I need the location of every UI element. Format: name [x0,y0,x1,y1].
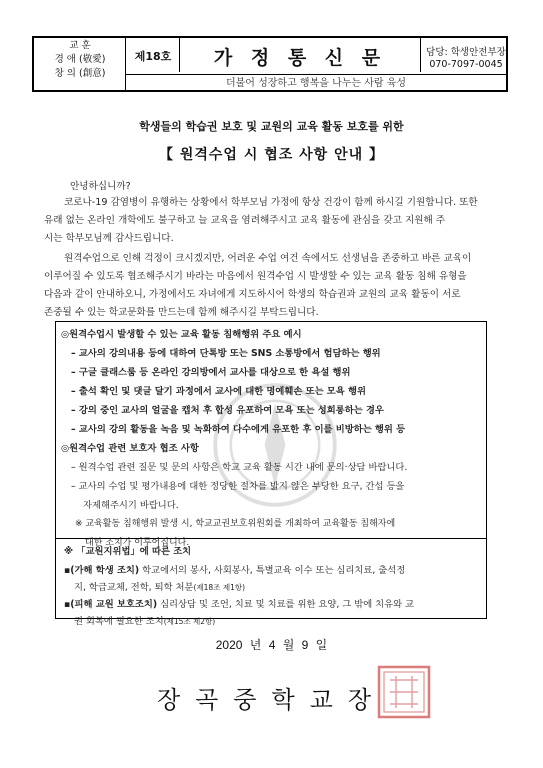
infringement-note: ※ 교육활동 침해행위 발생 시, 학교교권보호위원회를 개최하여 교육활동 침해자에 [75,519,396,529]
example-item: – 구글 클래스룸 등 온라인 강의방에서 교사를 대상으로 한 욕설 행위 [71,367,351,378]
student-measure-ref: (제18조 제1항) [193,583,246,592]
teacher-measure [64,596,480,613]
principal-signature: 장곡중학교장 [156,686,387,714]
school-motto-label: 교 훈 [69,40,91,51]
law-measures-box [55,539,487,627]
newsletter-title: 가 정 통 신 문 [213,46,387,69]
examples-heading: ◎원격수업시 발생할 수 있는 교육 활동 침해행위 주요 예시 [61,329,302,340]
issue-number: 제18호 [134,50,172,63]
cooperation-heading: ◎원격수업 관련 보호자 협조 사항 [61,443,199,454]
infringement-examples-box [55,321,487,548]
teacher-measure-continued [64,613,480,630]
school-motto-1: 경 애 (敬愛) [54,54,106,65]
example-item: – 교사의 강의내용 등에 대하여 단톡방 또는 SNS 소통방에서 험담하는 행위 [71,348,381,359]
greeting: 안녕하십니까? [70,181,131,192]
paragraph-1-line: 코로나-19 감염병이 유행하는 상황에서 학부모님 가정에 항상 건강이 함께 하시길 기원합니다. 또한 [64,197,478,208]
paragraph-2-line: 존중될 수 있는 학교문화를 만드는데 함께 해주시길 부탁드립니다. [44,307,319,318]
official-seal-icon [376,664,432,720]
cooperation-item: – 원격수업 관련 질문 및 문의 사항은 학교 교육 활동 시간 내에 문의·상담 바랍니다. [71,462,408,473]
teacher-measure-text: 심리상담 및 조언, 치료 및 치료를 위한 요양, 그 밖에 치유와 교 [157,599,415,610]
phone-number: 070-7097-0045 [429,59,503,70]
school-motto-2: 창 의 (創意) [54,68,106,79]
paragraph-2-line: 다음과 같이 안내하오니, 가정에서도 자녀에게 지도하시어 학생의 학습권과 교원의 교육 활동이 서로 [44,289,461,300]
cooperation-item: – 교사의 수업 및 평가내용에 대한 정당한 절차를 밟지 않은 부당한 요구, 간섭 등을 [71,481,405,492]
department-contact: 담당: 학생안전부장 [426,47,506,58]
paragraph-2 [44,250,512,322]
notice-subtitle: 학생들의 학습권 보호 및 교원의 교육 활동 보호를 위한 [139,120,404,133]
issue-date: 2020 년 4 월 9 일 [215,638,328,652]
example-item: – 교사의 강의 활동을 녹음 및 녹화하여 다수에게 유포한 후 이를 비방하는 행위 등 [71,424,406,435]
example-item: – 출석 확인 및 댓글 달기 과정에서 교사에 대한 명예훼손 또는 모욕 행위 [71,386,366,397]
paragraph-1-line: 유래 없는 온라인 개학에도 불구하고 늘 교육을 염려해주시고 교육 활동에 관심을 갖고 지원해 주 [44,215,446,226]
paragraph-1 [44,194,512,248]
student-measure-text: 학교에서의 봉사, 사회봉사, 특별교육 이수 또는 심리치료, 출석정 [139,565,406,576]
law-heading: ※ 「교원지위법」에 따른 조치 [64,546,192,557]
example-item: – 강의 중인 교사의 얼굴을 캡처 후 합성 유포하여 모욕 또는 성희롱하는 경우 [71,405,384,416]
notice-title: 【 원격수업 시 협조 사항 안내 】 [158,147,384,163]
teacher-measure-ref: (제15조 제2항) [163,617,216,626]
cooperation-item-continued: 자제해주시기 바랍니다. [83,500,179,511]
student-measure-continued [64,579,480,596]
infringement-note-continued: 대한 조치가 이루어집니다. [85,538,190,548]
student-measure-label: ▪(가해 학생 조치) [64,565,140,576]
student-measure-cont: 지, 학급교체, 전학, 퇴학 처분 [74,582,194,593]
newsletter-header [32,36,508,92]
student-measure [64,562,480,579]
teacher-measure-cont: 권 회복에 필요한 조치 [74,616,164,627]
paragraph-1-line: 시는 학부모님께 감사드립니다. [44,233,174,244]
paragraph-2-line: 원격수업으로 인해 걱정이 크시겠지만, 어려운 수업 여건 속에서도 선생님을 존중하고 바른 교육이 [64,253,472,264]
school-slogan: 더불어 성장하고 행복을 나누는 사람 육성 [225,78,407,89]
teacher-measure-label: ▪(피해 교원 보호조치) [64,599,158,610]
paragraph-2-line: 이루어질 수 있도록 협조해주시기 바라는 마음에서 원격수업 시 발생할 수 있는 교육 활동 침해 유형을 [44,271,467,282]
